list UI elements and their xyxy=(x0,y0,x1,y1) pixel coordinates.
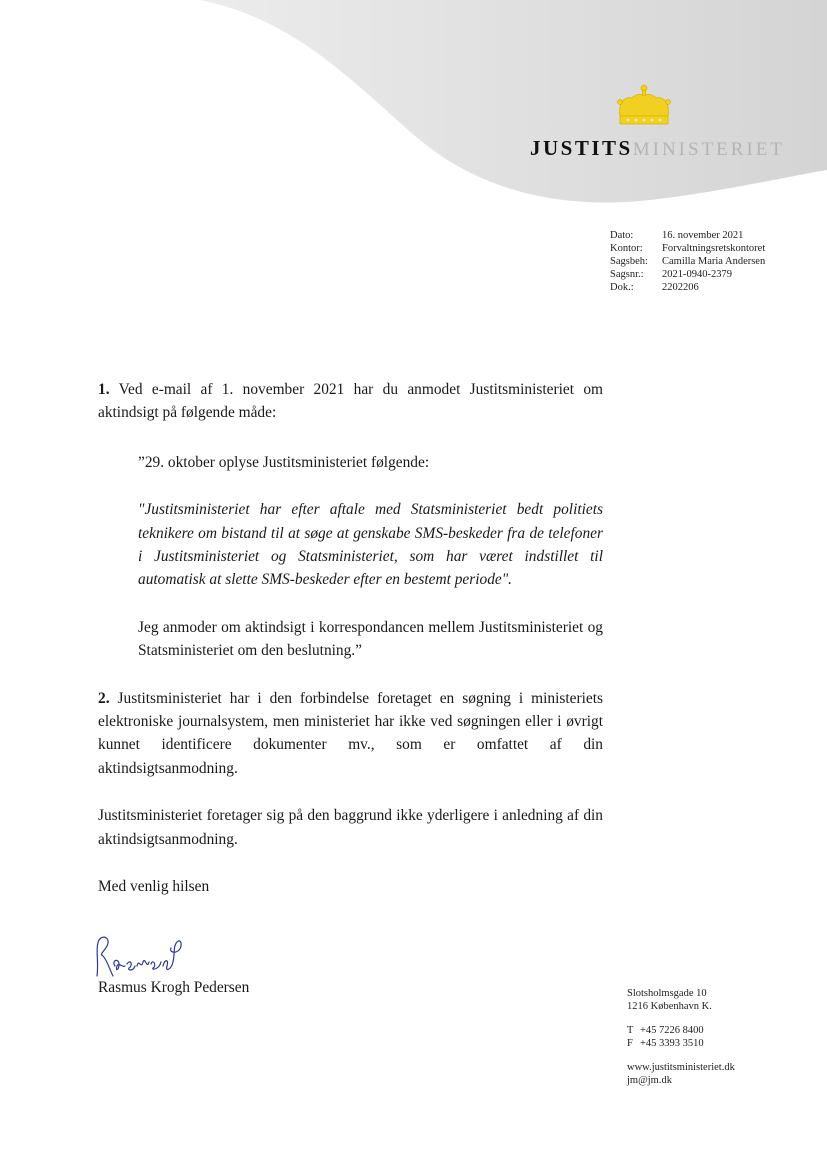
meta-value: 16. november 2021 xyxy=(662,230,744,241)
quote-request: Jeg anmoder om aktindsigt i korrespondancen mellem Justitsministeriet og Statsministeriet om den beslutning.” xyxy=(138,618,603,660)
quote-intro: ”29. oktober oplyse Justitsministeriet følgende: xyxy=(138,453,430,471)
phone-key: T xyxy=(627,1025,634,1036)
meta-row-document xyxy=(610,281,765,294)
meta-value: 2202206 xyxy=(662,282,699,293)
paragraph-1 xyxy=(98,378,603,425)
meta-label: Sagsnr.: xyxy=(610,269,644,280)
paragraph-text: Justitsministeriet har i den forbindelse foretaget en søgning i ministeriets elektroniske journalsystem, men ministeriet har ikke ved søgningen eller i øvrigt kunnet identificere dokumenter mv., som er omfattet af din aktindsigtsanmodning. xyxy=(98,689,603,777)
ministry-contact-info xyxy=(627,987,735,1087)
letter-body xyxy=(98,378,603,899)
phone-row xyxy=(627,1024,735,1037)
header-wave xyxy=(0,0,827,220)
meta-value: 2021-0940-2379 xyxy=(662,269,732,280)
letter-metadata xyxy=(610,229,765,294)
meta-label: Dok.: xyxy=(610,282,634,293)
meta-row-caseworker xyxy=(610,255,765,268)
paragraph-2 xyxy=(98,687,603,781)
meta-label: Sagsbeh: xyxy=(610,256,648,267)
meta-row-office xyxy=(610,242,765,255)
meta-label: Dato: xyxy=(610,230,634,241)
meta-value: Forvaltningsretskontoret xyxy=(662,243,766,254)
ministry-logo xyxy=(530,136,785,161)
paragraph-number: 1. xyxy=(98,381,110,398)
crown-icon xyxy=(614,84,674,130)
handwritten-signature xyxy=(89,932,189,984)
paragraph-3: Justitsministeriet foretager sig på den baggrund ikke yderligere i anledning af din aktindsigtsanmodning. xyxy=(98,807,603,848)
signer-name: Rasmus Krogh Pedersen xyxy=(98,979,250,996)
fax-row xyxy=(627,1037,735,1050)
meta-row-date xyxy=(610,229,765,242)
paragraph-number: 2. xyxy=(98,689,110,707)
paragraph-text: Ved e-mail af 1. november 2021 har du anmodet Justitsministeriet om aktindsigt på følgende måde: xyxy=(98,381,603,422)
closing-greeting: Med venlig hilsen xyxy=(98,878,210,896)
meta-value: Camilla Maria Andersen xyxy=(662,256,766,267)
logo-text-light: MINISTERIET xyxy=(632,139,785,160)
fax-number: +45 3393 3510 xyxy=(640,1038,704,1049)
phone-number: +45 7226 8400 xyxy=(640,1025,704,1036)
email-link[interactable]: jm@jm.dk xyxy=(627,1075,672,1086)
meta-row-case-number xyxy=(610,268,765,281)
address-city: 1216 København K. xyxy=(627,1001,712,1012)
quote-statement: "Justitsministeriet har efter aftale med Statsministeriet bedt politiets teknikere om bistand til at søge at genskabe SMS-beskeder fra de telefoner i Justitsministeriet og Statsministeriet, som har været indstillet til automatisk at slette SMS-beskeder efter en bestemt periode". xyxy=(138,501,603,589)
website-link[interactable]: www.justitsministeriet.dk xyxy=(627,1062,735,1073)
logo-text-bold: JUSTITS xyxy=(530,136,633,160)
address-street: Slotsholmsgade 10 xyxy=(627,988,707,999)
fax-key: F xyxy=(627,1038,633,1049)
meta-label: Kontor: xyxy=(610,243,643,254)
